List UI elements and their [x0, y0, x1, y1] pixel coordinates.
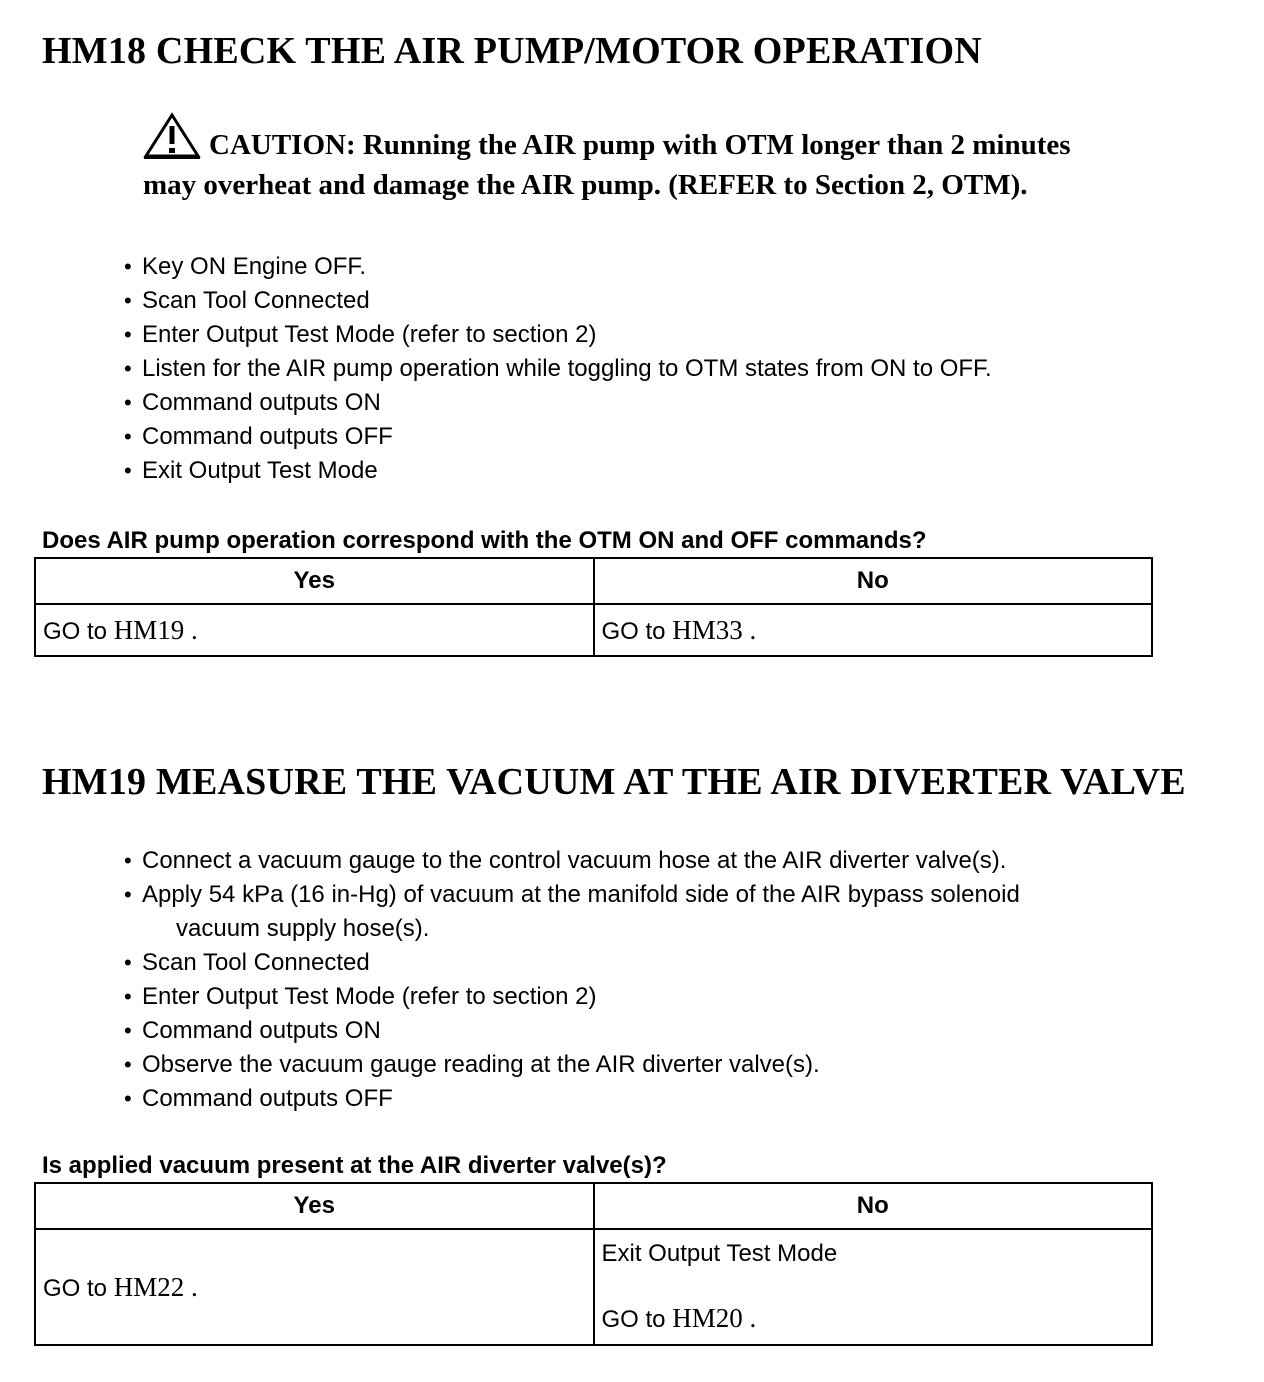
table-header-row [35, 1183, 1152, 1229]
cell-yes [35, 604, 594, 656]
link-hm22[interactable]: HM22 . [113, 1271, 198, 1302]
step-text: Key ON Engine OFF. [142, 253, 367, 280]
bullet-icon: • [124, 950, 132, 975]
caution-text-1: CAUTION: Running the AIR pump with OTM longer than 2 minutes [209, 129, 1071, 161]
procedure-steps-hm19 [124, 844, 1020, 1116]
bullet-icon: • [124, 356, 132, 381]
table-row [35, 1229, 1152, 1345]
step-text-continuation: vacuum supply hose(s). [176, 915, 430, 942]
list-item [124, 946, 1020, 980]
bullet-icon: • [124, 424, 132, 449]
bullet-icon: • [124, 288, 132, 313]
bullet-icon: • [124, 1018, 132, 1043]
caution-line-1 [143, 129, 1071, 161]
list-item [124, 1082, 1020, 1116]
go-to-label: GO to [43, 617, 108, 645]
cell-no [594, 604, 1153, 656]
step-text: Listen for the AIR pump operation while toggling to OTM states from ON to OFF. [142, 355, 992, 382]
exit-otm-text: Exit Output Test Mode [601, 1240, 838, 1267]
list-item [124, 318, 992, 352]
header-no: No [594, 558, 1153, 604]
cell-yes [35, 1229, 594, 1345]
cell-no [594, 1229, 1153, 1345]
bullet-icon: • [124, 322, 132, 347]
go-to-label: GO to [601, 1306, 666, 1333]
answer-table-hm18 [34, 557, 1153, 657]
go-to-line [602, 1302, 1145, 1336]
step-text: Exit Output Test Mode [142, 457, 378, 484]
step-text: Scan Tool Connected [142, 949, 370, 976]
bullet-icon: • [124, 390, 132, 415]
section-heading-hm19: HM19 MEASURE THE VACUUM AT THE AIR DIVERTER VALVE [42, 761, 1186, 803]
question-hm18: Does AIR pump operation correspond with the OTM ON and OFF commands? [42, 527, 927, 554]
go-to-label: GO to [601, 617, 666, 645]
list-item [124, 386, 992, 420]
header-yes: Yes [35, 1183, 594, 1229]
list-item [124, 352, 992, 386]
header-yes: Yes [35, 558, 594, 604]
question-hm19: Is applied vacuum present at the AIR diverter valve(s)? [42, 1152, 667, 1179]
step-text: Enter Output Test Mode (refer to section 2) [142, 321, 597, 348]
step-text: Enter Output Test Mode (refer to section 2) [142, 983, 597, 1010]
bullet-icon: • [124, 882, 132, 907]
warning-triangle-icon [143, 112, 201, 160]
bullet-icon: • [124, 1052, 132, 1077]
step-text: Connect a vacuum gauge to the control vacuum hose at the AIR diverter valve(s). [142, 847, 1007, 874]
link-hm33[interactable]: HM33 . [672, 614, 757, 645]
step-text: Command outputs OFF [142, 1085, 393, 1112]
bullet-icon: • [124, 458, 132, 483]
step-text: Command outputs OFF [142, 423, 393, 450]
procedure-steps-hm18 [124, 250, 992, 488]
bullet-icon: • [124, 1086, 132, 1111]
link-hm19[interactable]: HM19 . [113, 614, 198, 645]
bullet-icon: • [124, 254, 132, 279]
list-item [124, 844, 1020, 878]
step-text: Observe the vacuum gauge reading at the AIR diverter valve(s). [142, 1051, 820, 1078]
section-heading-hm18: HM18 CHECK THE AIR PUMP/MOTOR OPERATION [42, 30, 982, 72]
list-item [124, 980, 1020, 1014]
cell-no-content [602, 1238, 1145, 1336]
link-hm20[interactable]: HM20 . [672, 1303, 757, 1333]
bullet-icon: • [124, 984, 132, 1009]
step-text: Apply 54 kPa (16 in-Hg) of vacuum at the manifold side of the AIR bypass solenoid [142, 881, 1020, 908]
list-item [124, 454, 992, 488]
caution-line-2: may overheat and damage the AIR pump. (REFER to Section 2, OTM). [143, 169, 1028, 201]
caution-note [143, 112, 1233, 205]
table-header-row [35, 558, 1152, 604]
list-item [124, 878, 1020, 946]
list-item [124, 1048, 1020, 1082]
table-row [35, 604, 1152, 656]
answer-table-hm19 [34, 1182, 1153, 1346]
step-text: Command outputs ON [142, 389, 381, 416]
go-to-label: GO to [43, 1274, 108, 1302]
list-item [124, 1014, 1020, 1048]
list-item [124, 420, 992, 454]
bullet-icon: • [124, 848, 132, 873]
step-text: Command outputs ON [142, 1017, 381, 1044]
step-text: Scan Tool Connected [142, 287, 370, 314]
header-no: No [594, 1183, 1153, 1229]
list-item [124, 250, 992, 284]
list-item [124, 284, 992, 318]
spacer [602, 1270, 1145, 1302]
